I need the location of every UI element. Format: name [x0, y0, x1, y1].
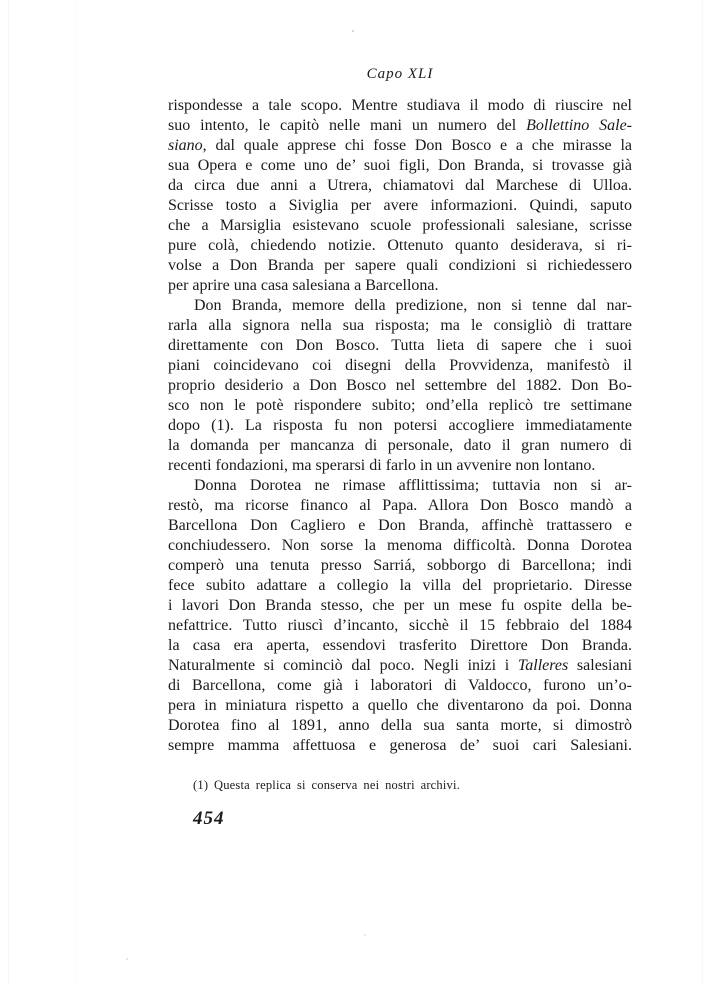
- text-line: [168, 316, 632, 336]
- text-run: Dorotea fino al 1891, anno della sua santa morte, si dimostrò: [168, 717, 632, 734]
- text-line: [168, 236, 632, 256]
- text-line: [168, 296, 632, 316]
- text-line: [168, 216, 632, 236]
- scan-speck: [364, 934, 366, 936]
- text-run: i lavori Don Branda stesso, che per un mese fu ospite della be-: [168, 597, 632, 614]
- page-body: [168, 96, 632, 756]
- text-run: rispondesse a tale scopo. Mentre studiava il modo di riuscire nel: [168, 97, 632, 114]
- text-run: pure colà, chiedendo notizie. Ottenuto quanto desiderava, si ri-: [168, 237, 632, 254]
- text-line: [168, 336, 632, 356]
- text-line: [168, 576, 632, 596]
- text-line: [168, 96, 632, 116]
- text-run: sempre mamma affettuosa e generosa de’ suoi cari Salesiani.: [168, 737, 632, 754]
- scan-speck: [352, 30, 354, 32]
- text-run: direttamente con Don Bosco. Tutta lieta di sapere che i suoi: [168, 337, 632, 354]
- text-line: [168, 396, 632, 416]
- text-line: [168, 276, 632, 296]
- text-line: [168, 516, 632, 536]
- text-run: sco non le potè rispondere subito; ond’ella replicò tre settimane: [168, 397, 632, 414]
- scan-edge-line: [76, 0, 77, 984]
- text-run: Don Branda, memore della predizione, non si tenne dal nar-: [194, 297, 632, 314]
- footnote: (1) Questa replica si conserva nei nostri archivi.: [193, 778, 460, 792]
- text-run: suo intento, le capitò nelle mani un numero del: [168, 117, 527, 134]
- text-run: la casa era aperta, essendovi trasferito Direttore Don Branda.: [168, 637, 632, 654]
- text-run: recenti fondazioni, ma sperarsi di farlo in un avvenire non lontano.: [168, 457, 596, 474]
- text-line: [168, 376, 632, 396]
- text-line: [168, 116, 632, 136]
- text-run: per aprire una casa salesiana a Barcellona.: [168, 277, 439, 294]
- text-line: [168, 616, 632, 636]
- text-line: [168, 636, 632, 656]
- italic-text-run: Talleres: [517, 657, 569, 674]
- text-line: [168, 496, 632, 516]
- text-run: sua Opera e come uno de’ suoi figli, Don Branda, si trovasse già: [168, 157, 632, 174]
- text-run: la domanda per mancanza di personale, dato il gran numero di: [168, 437, 632, 454]
- text-line: [168, 596, 632, 616]
- text-run: Barcellona Don Cagliero e Don Branda, affinchè trattassero e: [168, 517, 632, 534]
- text-line: [168, 436, 632, 456]
- text-line: [168, 176, 632, 196]
- text-run: piani coincidevano coi disegni della Provvidenza, manifestò il: [168, 357, 632, 374]
- text-run: , dal quale apprese chi fosse Don Bosco e a che mirasse la: [202, 137, 632, 154]
- text-line: [168, 556, 632, 576]
- scan-edge-line: [8, 0, 9, 984]
- text-line: [168, 256, 632, 276]
- text-run: nefattrice. Tutto riuscì d’incanto, sicchè il 15 febbraio del 1884: [168, 617, 632, 634]
- text-line: [168, 676, 632, 696]
- text-run: comperò una tenuta presso Sarriá, sobborgo di Barcellona; indi: [168, 557, 632, 574]
- text-run: conchiudessero. Non sorse la menoma difficoltà. Donna Dorotea: [168, 537, 632, 554]
- italic-text-run: siano: [168, 137, 203, 154]
- text-run: pera in miniatura rispetto a quello che diventarono da poi. Donna: [168, 697, 632, 714]
- text-run: restò, ma ricorse financo al Papa. Allora Don Bosco mandò a: [168, 497, 632, 514]
- text-run: Naturalmente si cominciò dal poco. Negli inizi i: [168, 657, 518, 674]
- text-line: [168, 736, 632, 756]
- text-line: [168, 416, 632, 436]
- italic-text-run: Bollettino Sale-: [526, 117, 632, 134]
- text-run: rarla alla signora nella sua risposta; ma le consigliò di trattare: [168, 317, 632, 334]
- text-line: [168, 536, 632, 556]
- text-run: salesiani: [568, 657, 632, 674]
- text-run: fece subito adattare a collegio la villa del proprietario. Diresse: [168, 577, 632, 594]
- text-line: [168, 476, 632, 496]
- text-run: Scrisse tosto a Siviglia per avere informazioni. Quindi, saputo: [168, 197, 632, 214]
- text-line: [168, 136, 632, 156]
- text-run: dopo (1). La risposta fu non potersi accogliere immediatamente: [168, 417, 632, 434]
- text-run: da circa due anni a Utrera, chiamatovi dal Marchese di Ulloa.: [168, 177, 632, 194]
- text-line: [168, 356, 632, 376]
- running-head: Capo XLI: [366, 66, 434, 82]
- text-run: che a Marsiglia esistevano scuole professionali salesiane, scrisse: [168, 217, 632, 234]
- text-run: proprio desiderio a Don Bosco nel settembre del 1882. Don Bo-: [168, 377, 632, 394]
- text-run: di Barcellona, come già i laboratori di Valdocco, furono un’o-: [168, 677, 632, 694]
- scan-speck: [126, 958, 128, 960]
- scan-edge-line: [702, 0, 703, 984]
- text-line: [168, 156, 632, 176]
- text-line: [168, 716, 632, 736]
- text-line: [168, 656, 632, 676]
- text-run: Donna Dorotea ne rimase afflittissima; tuttavia non si ar-: [194, 477, 632, 494]
- page-number: 454: [193, 808, 225, 829]
- text-line: [168, 456, 632, 476]
- text-line: [168, 696, 632, 716]
- text-run: volse a Don Branda per sapere quali condizioni si richiedessero: [168, 257, 632, 274]
- text-line: [168, 196, 632, 216]
